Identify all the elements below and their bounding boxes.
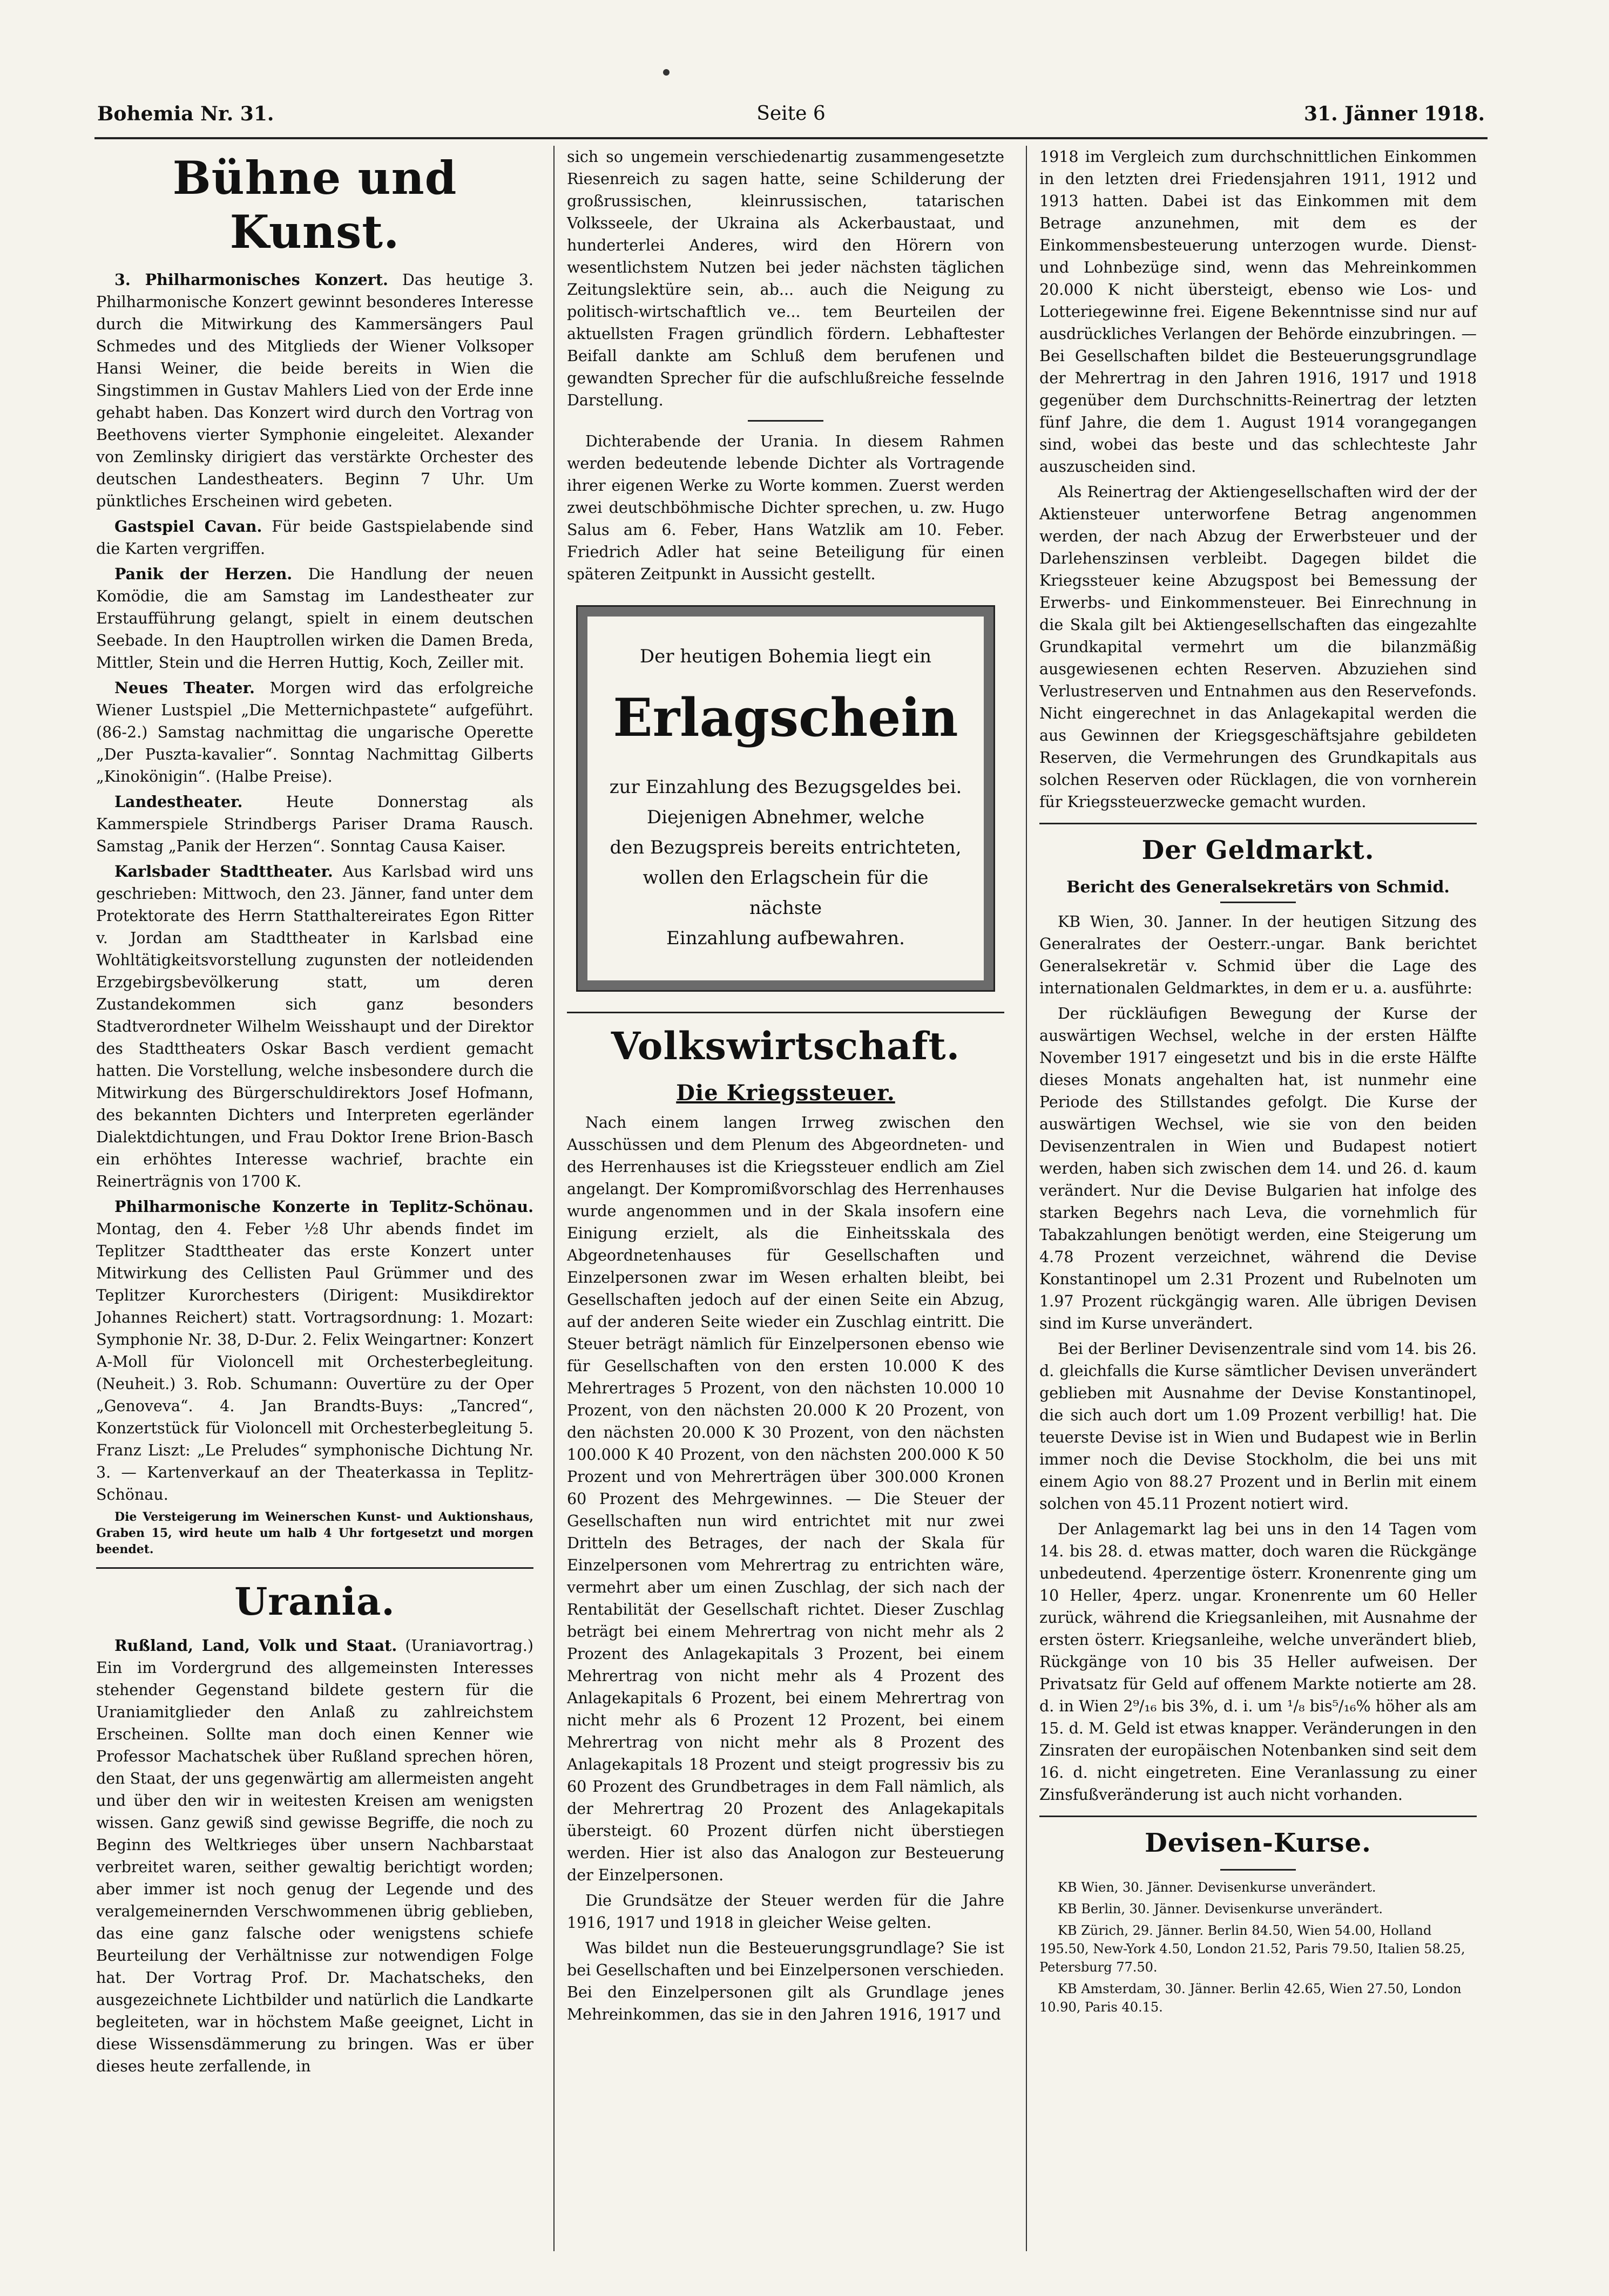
article-kriegssteuer-cont: 1918 im Vergleich zum durchschnittlichen Einkommen in den letzten drei Friedensjahren 1911, 1912 und 1913 hatten. Dabei ist das Einkommen mit dem Betrage anzunehmen, mit dem es der Einkommensbesteuerung unterzogen wurde. Dienst- und Lohnbezüge sind, wenn das Mehreinkommen 20.000 K nicht übersteigt, ebenso wie Los- und Lotteriegewinne frei. Eigene Bekenntnisse sind nur auf ausdrückliches Verlangen der Behörde einzubringen. — Bei Gesellschaften bildet die Besteuerungsgrundlage der Mehrertrag in den Jahren 1916, 1917 und 1918 gegenüber dem Durchschnitts-Reinertrag der letzten fünf Jahre, die dem 1. August 1914 vorangegangen sind, wobei das beste und das schlechteste Jahr auszuscheiden sind. [1039,148,1477,476]
header-page-number: Seite 6 [756,103,826,125]
article-kriegssteuer: Nach einem langen Irrweg zwischen den Ausschüssen und dem Plenum des Abgeordneten- und des Herrenhauses ist die Kriegssteuer endlich am Ziel angelangt. Der Kompromißvorschlag des Herrenhauses wurde angenommen und in der Skala insofern eine Einigung erzielt, als die Einheitsskala des Abgeordnetenhauses für Gesellschaften und Einzelpersonen zwar im Wesen erhalten bleibt, bei Gesellschaften jedoch auf der einen Seite ein Abzug, auf der anderen Seite wieder ein Zuschlag eintritt. Die Steuer beträgt nämlich für Einzelpersonen ebenso wie für Gesellschaften von den ersten 10.000 K des Mehrertrages 5 Prozent, von den nächsten 10.000 10 Prozent, von den nächsten 20.000 K 20 Prozent, von den nächsten 20.000 K 30 Prozent, von den nächsten 100.000 K 40 Prozent, von den nächsten 200.000 K 50 Prozent und von Mehrerträgen über 300.000 Kronen 60 Prozent des Mehrgewinnes. — Die Steuer der Gesellschaften nun wird entrichtet mit nur zwei Dritteln des Betrages, der nach der Skala für Einzelpersonen vom Mehrertrag zu entrichten wäre, vermehrt aber um einen Zuschlag, der sich nach der Rentabilität der Gesellschaft richtet. Dieser Zuschlag beträgt bei einem Mehrertrag von nicht mehr als 2 Prozent des Anlagekapitals 3 Prozent, bei einem Mehrertrag von nicht mehr als 4 Prozent des Anlagekapitals 6 Prozent, bei einem Mehrertrag von nicht mehr als 6 Prozent 12 Prozent, bei einem Mehrertrag von nicht mehr als 8 Prozent des Anlagekapitals 18 Prozent und steigt progressiv bis zu 60 Prozent des Grundbetrages in dem Fall nämlich, als der Mehrertrag 20 Prozent des Anlagekapitals übersteigt. 60 Prozent dürfen nicht überstiegen werden. Hier ist also das Analogon zur Besteuerung der Einzelpersonen. [567,1114,1004,1884]
article-russland: Rußland, Land, Volk und Staat. (Uraniavortrag.) Ein im Vordergrund des allgemeinsten Interesses stehender Gegenstand bildete gestern für die Uraniamitglieder den Anlaß zu zahlreichstem Erscheinen. Sollte man doch einen Kenner wie Professor Machatschek über Rußland sprechen hören, den Staat, der uns gegenwärtig am allermeisten angeht und über den wir in weitesten Kreisen am wenigsten wissen. Ganz gewiß sind gewisse Begriffe, die noch zu Beginn des Weltkrieges über unsern Nachbarstaat verbreitet waren, seither gewaltig berichtigt worden; aber immer ist noch genug der Legende und des veralgemeinernden Verschwommenen übrig geblieben, das eine ganz falsche oder wenigstens schiefe Beurteilung der Verhältnisse zur notwendigen Folge hat. Der Vortrag Prof. Dr. Machatscheks, den ausgezeichnete Lichtbilder und natürlich die Landkarte begleiteten, war in höchstem Maße geeignet, Licht in diese Wissensdämmerung zu bringen. Was er über dieses heute zerfallende, in [96,1636,534,2075]
kurse-amsterdam: KB Amsterdam, 30. Jänner. Berlin 42.65, Wien 27.50, London 10.90, Paris 40.15. [1039,1981,1462,2015]
article-dichterabende: Dichterabende der Urania. In diesem Rahmen werden bedeutende lebende Dichter als Vortragende ihrer eigenen Werke zu Worte kommen. Zuerst werden zwei deutschböhmische Dichter sprechen, u. zw. Hugo Salus am 6. Feber, Hans Watzlik am 10. Feber. Friedrich Adler hat seine Beteiligung für einen späteren Zeitpunkt in Aussicht gestellt. [567,432,1004,583]
article-russland-cont: sich so ungemein verschiedenartig zusammengesetzte Riesenreich zu sagen hatte, seine Schilderung der großrussischen, kleinrussischen, tatarischen Volksseele, der Ukraina als Ackerbaustaat, und hunderterlei Anderes, wird den Hörern von wesentlichstem Nutzen bei jeder nächsten täglichen Zeitungslektüre sein, ab... auch die Neigung zu politisch-wirtschaftlich ve... tem Beurteilen der aktuellsten Fragen gründlich fördern. Lebhaftester Beifall dankte am Schluß dem berufenen und gewandten Sprecher für die aufschlußreiche fesselnde Darstellung. [567,148,1004,409]
article-karlsbad: Karlsbader Stadttheater. Aus Karlsbad wird uns geschrieben: Mittwoch, den 23. Jänner, fand unter dem Protektorate des Herrn Statthaltereirates Egon Ritter v. Jordan am Stadttheater in Karlsbad eine Wohltätigkeitsvorstellung zugunsten der notleidenden Erzgebirgsbevölkerung statt, um deren Zustandekommen sich ganz besonders Stadtverordneter Wilhelm Weisshaupt und der Direktor des Stadttheaters Oskar Basch verdient gemacht hatten. Die Vorstellung, welche insbesondere durch die Mitwirkung des Bürgerschuldirektors Josef Hofmann, des bekannten Dichters und Interpreten egerländer Dialektdichtungen, und Frau Doktor Irene Brion-Basch ein erhöhtes Interesse wachrief, brachte ein Reinerträgnis von 1700 K. [96,862,533,1190]
notice-line-2: zur Einzahlung des Bezugsgeldes bei. [609,776,962,798]
section-title-geldmarkt: Der Geldmarkt. [1141,835,1375,865]
article-neues-theater: Neues Theater. Morgen wird das erfolgreiche Wiener Lustspiel „Die Metternichpastete“ aufgeführt. (86-2.) Samstag nachmittag die ungarische Operette „Der Puszta-kavalier“. Sonntag Nachmittag Gilberts „Kinokönigin“. (Halbe Preise). [96,679,533,785]
column-2 [567,146,1004,2029]
page-header [97,103,1485,135]
kurse-zuerich: KB Zürich, 29. Jänner. Berlin 84.50, Wien 54.00, Holland 195.50, New-York 4.50, London 21.52, Paris 79.50, Italien 58.25, Petersburg 77.50. [1039,1923,1465,1975]
kurse-wien: KB Wien, 30. Jänner. Devisenkurse unverändert. [1058,1880,1376,1895]
notice-line-1: Der heutigen Bohemia liegt ein [639,646,932,667]
article-geldmarkt-1: KB Wien, 30. Janner. In der heutigen Sitzung des Generalrates der Oesterr.-ungar. Bank berichtet Generalsekretär v. Schmid über die Lage des internationalen Geldmarktes, in dem er u. a. ausführte: [1039,913,1477,997]
article-kriegssteuer-2: Die Grundsätze der Steuer werden für die Jahre 1916, 1917 und 1918 in gleicher Weise gelten. [567,1892,1004,1932]
article-geldmarkt-3: Bei der Berliner Devisenzentrale sind vom 14. bis 26. d. gleichfalls die Kurse sämtlicher Devisen unverändert geblieben mit Ausnahme der Devise Konstantinopel, die sich auch dort um 1.09 Prozent verbillig! hat. Die teuerste Devise ist in Wien und Budapest wie in Berlin immer noch die Devise Stockholm, die bei uns mit einem Agio von 88.27 Prozent und in Berlin mit einem solchen von 45.11 Prozent notiert wird. [1039,1340,1477,1513]
article-philharmonic: 3. Philharmonisches Konzert. Das heutige 3. Philharmonische Konzert gewinnt besonderes Interesse durch die Mitwirkung des Kammersängers Paul Schmedes und des Mitglieds der Wiener Volksoper Hansi Weiner, die beide bereits in Wien die Singstimmen in Gustav Mahlers Lied von der Erde inne gehabt haben. Das Konzert wird durch den Vortrag von Beethovens vierter Symphonie eingeleitet. Alexander von Zemlinsky dirigiert das verstärkte Orchester des deutschen Landestheaters. Beginn 7 Uhr. Um pünktliches Erscheinen wird gebeten. [96,270,533,510]
section-title-devisen: Devisen-Kurse. [1145,1828,1371,1858]
section-title-urania: Urania. [234,1579,395,1624]
notice-headline: Erlagschein [613,687,958,748]
article-reinertrag: Als Reinertrag der Aktiengesellschaften wird der der Aktiensteuer unterworfene Betrag angenommen werden, der nach Abzug der Erwerbsteuer und der Darlehenszinsen verbleibt. Dagegen bildet die Kriegssteuer keine Abzugspost bei Bemessung der Erwerbs- und Einkommensteuer. Bei Einrechnung in die Skala gilt bei Aktiengesellschaften das eingezahlte Grundkapital vermehrt um die bilanzmäßig ausgewiesenen echten Reserven. Abzuziehen sind Verlustreserven und Entnahmen aus den Reservefonds. Nicht eingerechnet in das Anlagekapital werden die aus Gewinnen der Kriegsgeschäftsjahre gebildeten Reserven, die Vermehrungen des Grundkapitals aus solchen Reserven oder Rücklagen, die von vornherein für Kriegssteuerzwecke gemacht wurden. [1039,483,1477,811]
header-issue: Bohemia Nr. 31. [97,103,274,125]
article-teplitz: Philharmonische Konzerte in Teplitz-Schönau. Montag, den 4. Feber ½8 Uhr abends findet im Teplitzer Stadttheater das erste Konzert unter Mitwirkung des Cellisten Paul Grümmer und des Teplitzer Kurorchesters (Dirigent: Musikdirektor Johannes Reichert) statt. Vortragsordnung: 1. Mozart: Symphonie Nr. 38, D-Dur. 2. Felix Weingartner: Konzert A-Moll für Violoncell mit Orchesterbegleitung. (Neuheit.) 3. Rob. Schumann: Ouvertüre zu der Oper „Genoveva“. 4. Jan Brandts-Buys: „Tancred“, Konzertstück für Violoncell mit Orchesterbegleitung 5. Franz Liszt: „Le Preludes“ symphonische Dichtung Nr. 3. — Kartenverkauf an der Theaterkassa in Teplitz-Schönau. [96,1197,533,1503]
subtitle-underline [1220,902,1296,903]
auction-note: Die Versteigerung im Weinerschen Kunst- und Auktionshaus, Graben 15, wird heute um halb 4 Uhr fortgesetzt und morgen beendet. [96,1510,533,1556]
header-rule [94,137,1488,139]
article-gastspiel: Gastspiel Cavan. Für beide Gastspielabende sind die Karten vergriffen. [96,517,533,558]
section-rule [1039,1816,1477,1817]
notice-line-4: den Bezugspreis bereits entrichteten, [610,837,962,858]
article-landestheater: Landestheater. Heute Donnerstag als Kammerspiele Strindbergs Pariser Drama Rausch. Samstag „Panik der Herzen“. Sonntag Causa Kaiser. [96,793,533,855]
column-1 [96,146,533,2081]
article-kriegssteuer-3: Was bildet nun die Besteuerungsgrundlage? Sie ist bei Gesellschaften und bei Einzelpersonen verschieden. Bei den Einzelpersonen gilt als Grundlage jenes Mehreinkommen, das sie in den Jahren 1916, 1917 und [567,1939,1004,2023]
header-date: 31. Jänner 1918. [1303,103,1485,125]
subtitle-bericht: Bericht des Generalsekretärs von Schmid. [1066,878,1450,897]
column-divider-2 [1026,146,1027,2251]
section-title-volkswirtschaft: Volkswirtschaft. [611,1024,961,1068]
devisen-underline [1220,1869,1296,1871]
section-rule [567,1012,1004,1013]
section-rule [96,1567,533,1569]
kurse-berlin: KB Berlin, 30. Jänner. Devisenkurse unverändert. [1058,1901,1383,1916]
notice-line-5: wollen den Erlagschein für die nächste [643,867,929,919]
column-3 [1039,146,1477,2020]
short-rule [748,420,823,422]
page-speck [663,69,670,76]
notice-line-6: Einzahlung aufbewahren. [666,927,905,949]
section-rule [1039,823,1477,824]
article-geldmarkt-4: Der Anlagemarkt lag bei uns in den 14 Tagen vom 14. bis 28. d. etwas matter, doch waren die Rückgänge unbedeutend. 4perzentige österr. Kronenrente ging um 10 Heller, 4perz. ungar. Kronenrente um 60 Heller zurück, während die Kriegsanleihen, mit Ausnahme der ersten österr. Kriegsanleihe, welche unverändert blieb, Rückgänge von 10 bis 35 Heller aufweisen. Der Privatsatz für Geld auf offenem Markte notierte am 28. d. in Wien 2⁹/₁₆ bis 3%, d. i. um ¹/₈ bis⁵/₁₆% höher als am 15. d. M. Geld ist etwas knapper. Veränderungen in den Zinsraten der europäischen Notenbanken sind seit dem 16. d. nicht eingetreten. Eine Veranlassung zu einer Zinsfußveränderung ist auch nicht vorhanden. [1039,1520,1477,1804]
column-divider-1 [553,146,555,2251]
erlagschein-notice-box [578,607,993,990]
section-title-buehne: Bühne und Kunst. [172,151,457,259]
subtitle-kriegssteuer: Die Kriegssteuer. [676,1080,895,1106]
article-panik: Panik der Herzen. Die Handlung der neuen Komödie, die am Samstag im Landestheater zur Erstaufführung gelangt, spielt in einem deutschen Seebade. In den Hauptrollen wirken die Damen Breda, Mittler, Stein und die Herren Huttig, Koch, Zeiller mit. [96,565,533,672]
notice-line-3: Diejenigen Abnehmer, welche [646,807,925,828]
article-geldmarkt-2: Der rückläufigen Bewegung der Kurse der auswärtigen Wechsel, welche in der ersten Hälfte November 1917 eingesetzt und bis in die erste Hälfte dieses Monats angehalten hat, ist nunmehr eine Periode des Stillstandes gefolgt. Die Kurse der auswärtigen Wechsel, wie sie von den beiden Devisenzentralen in Wien und Budapest notiert werden, haben sich zwischen dem 14. und 26. d. kaum verändert. Nur die Devise Bulgarien hat infolge des starken Begehrs nach Leva, die vornehmlich für Tabakzahlungen benötigt werden, eine Steigerung um 4.78 Prozent verzeichnet, während die Devise Konstantinopel um 2.31 Prozent und Rubelnoten um 1.97 Prozent rückgängig waren. Alle übrigen Devisen sind im Kurse unverändert. [1039,1005,1477,1332]
